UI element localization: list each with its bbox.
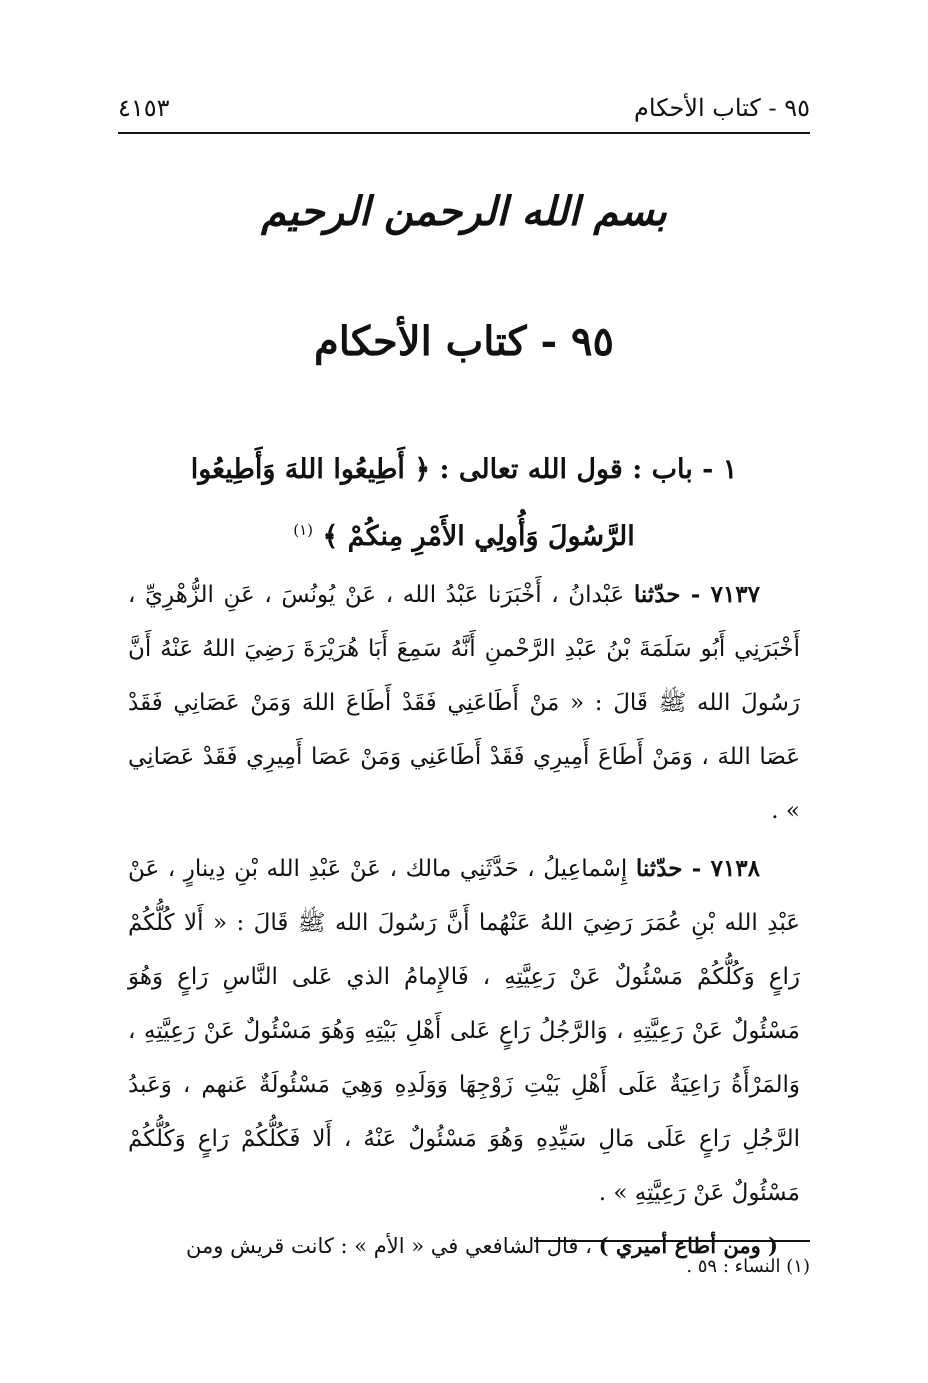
- hadith-7138: [128, 842, 800, 1220]
- chapter-heading-line-1: ١ - باب : قول الله تعالى : ﴿ أَطِيعُوا اللهَ وَأَطِيعُوا: [190, 454, 738, 485]
- footnote-marker: (١): [293, 521, 314, 539]
- hadith-number-lead: ٧١٣٧ - حدّثنا: [633, 581, 761, 608]
- commentary-text: ، قال الشافعي في « الأم » : كانت قريش ومن: [186, 1234, 592, 1258]
- hadith-text: إِسْماعِيلُ ، حَدَّثَنِي مالك ، عَنْ عَبْدِ الله بْنِ دِينارٍ ، عَنْ عَبْدِ الله بْنِ عُمَرَ رَضِيَ اللهُ عَنْهُما أَنَّ رَسُولَ الله ﷺ قَالَ : « أَلا كُلُّكُمْ رَاعٍ وَكُلُّكُمْ مَسْئُولٌ عَنْ رَعِيَّتِهِ ، فَالإِمامُ الذي عَلى النَّاسِ رَاعٍ وَهُوَ مَسْئُولٌ عَنْ رَعِيَّتِهِ ، وَالرَّجُلُ رَاعٍ عَلى أَهْلِ بَيْتِهِ وَهُوَ مَسْئُولٌ عَنْ رَعِيَّتِهِ ، وَالمَرْأَةُ رَاعِيَةٌ عَلَى أَهْلِ بَيْتِ زَوْجِهَا وَوَلَدِهِ وَهِيَ مَسْئُولَةٌ عَنهم ، وَعَبدُ الرَّجُلِ رَاعٍ عَلَى مَالِ سَيِّدِهِ وَهُوَ مَسْئُولٌ عَنْهُ ، أَلا فَكُلُّكُمْ رَاعٍ وَكُلُّكُمْ مَسْئُولٌ عَنْ رَعِيَّتِهِ » .: [128, 856, 800, 1206]
- hadith-number-lead: ٧١٣٨ - حدّثنا: [635, 855, 761, 882]
- header-rule: [118, 132, 810, 134]
- main-text: [128, 568, 800, 1268]
- chapter-heading-line-2-text: الرَّسُولَ وَأُولِي الأَمْرِ مِنكُمْ ﴾: [322, 521, 635, 552]
- basmala-calligraphy: بسم الله الرحمن الرحيم: [261, 188, 667, 235]
- footnote-rule: [534, 1240, 810, 1242]
- hadith-7137: [128, 568, 800, 838]
- commentary-quote: ( ومن أطاع أميري ): [598, 1233, 778, 1258]
- footnote: (١) النساء : ٥٩ .: [686, 1256, 810, 1277]
- hadith-text: عَبْدانُ ، أَخْبَرَنا عَبْدُ الله ، عَنْ يُونُسَ ، عَنِ الزُّهْرِيِّ ، أَخْبَرَنِي أَبُو سَلَمَةَ بْنُ عَبْدِ الرَّحْمنِ أَنَّهُ سَمِعَ أَبَا هُرَيْرَةَ رَضِيَ اللهُ عَنْهُ أَنَّ رَسُولَ الله ﷺ قَالَ : « مَنْ أَطَاعَنِي فَقَدْ أَطَاعَ اللهَ وَمَنْ عَصَانِي فَقَدْ عَصَا اللهَ ، وَمَنْ أَطَاعَ أَمِيرِي فَقَدْ أَطَاعَنِي وَمَنْ عَصَا أَمِيرِي فَقَدْ عَصَانِي » .: [128, 582, 800, 824]
- running-head: [118, 88, 810, 128]
- running-head-title: ٩٥ - كتاب الأحكام: [634, 94, 810, 122]
- chapter-heading: [150, 440, 778, 567]
- book-title: ٩٥ - كتاب الأحكام: [314, 318, 614, 365]
- page-number: ٤١٥٣: [118, 94, 170, 122]
- chapter-heading-line-2: [150, 500, 778, 567]
